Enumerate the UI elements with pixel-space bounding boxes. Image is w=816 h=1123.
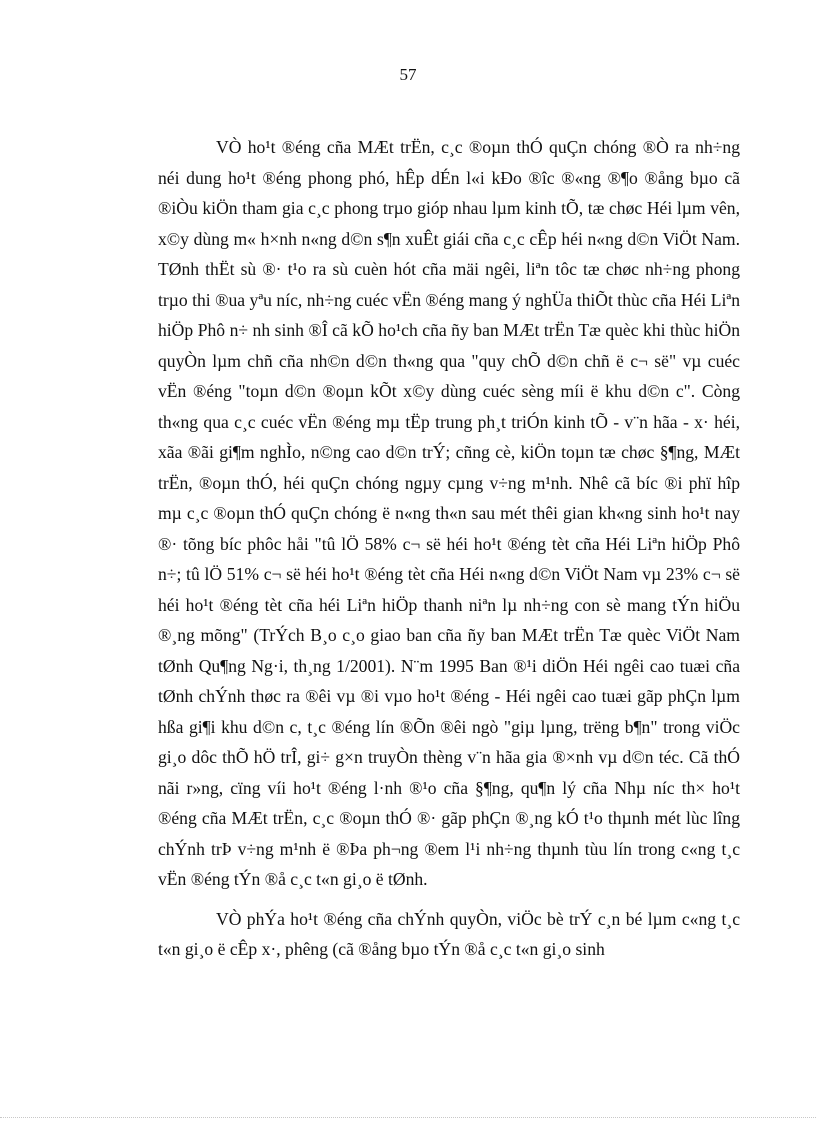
page-number: 57 <box>399 65 417 84</box>
page-bottom-border <box>0 1117 816 1118</box>
paragraph-2: VÒ phÝa ho¹t ®éng cña chÝnh quyÒn, viÖc bè trÝ c¸n bé lµm c«ng t¸c t«n gi¸o ë cÊp x·, phêng (cã ®ång bµo tÝn ®å c¸c t«n gi¸o sinh <box>158 908 740 959</box>
paragraph-1: VÒ ho¹t ®éng cña MÆt trËn, c¸c ®oµn thÓ quÇn chóng ®Ò ra nh÷ng néi dung ho¹t ®éng phong phó, hÊp dÉn l«i kÐo ®îc ®«ng ®¶o ®ång bµo cã ®iÒu kiÖn tham gia c¸c phong trµo gióp nhau lµm kinh tÕ, tæ chøc Héi lµm vên, x©y dùng m« h×nh n«ng d©n s¶n xuÊt giái cña c¸c cÊp héi n«ng d©n ViÖt Nam. TØnh thËt sù ®· t¹o ra sù cuèn hót cña mäi ngêi, liªn tôc tæ chøc nh÷ng phong trµo thi ®ua yªu níc, nh÷ng cuéc vËn ®éng mang ý nghÜa thiÕt thùc cña Héi Liªn hiÖp Phô n÷ nh sinh ®Î cã kÕ ho¹ch cña ñy ban MÆt trËn Tæ quèc khi thùc hiÖn quyÒn lµm chñ cña nh©n d©n th«ng qua "quy chÕ d©n chñ ë c¬ së" vµ cuéc vËn ®éng "toµn d©n ®oµn kÕt x©y dùng cuéc sèng míi ë khu d©n c". Còng th«ng qua c¸c cuéc vËn ®éng mµ tËp trung ph¸t triÓn kinh tÕ - v¨n hãa - x· héi, xãa ®ãi gi¶m nghÌo, n©ng cao d©n trÝ; cñng cè, kiÖn toµn tæ chøc §¶ng, MÆt trËn, ®oµn thÓ, héi quÇn chóng ngµy cµng v÷ng m¹nh. Nhê cã bíc ®i phï hîp mµ c¸c ®oµn thÓ quÇn chóng ë n«ng th«n sau mét thêi gian kh«ng sinh ho¹t nay ®· tõng bíc phôc håi "tû lÖ 58% c¬ së héi ho¹t ®éng tèt cña Héi Liªn hiÖp Phô n÷; tû lÖ 51% c¬ së héi ho¹t ®éng tèt cña Héi n«ng d©n ViÖt Nam vµ 23% c¬ së héi ho¹t ®éng tèt cña héi Liªn hiÖp thanh niªn lµ nh÷ng con sè mang tÝn hiÖu ®¸ng mõng" (TrÝch B¸o c¸o giao ban cña ñy ban MÆt trËn Tæ quèc ViÖt Nam tØnh Qu¶ng Ng·i, th¸ng 1/2001). N¨m 1995 Ban ®¹i diÖn Héi ngêi cao tuæi cña tØnh chÝnh thøc ra ®êi vµ ®i vµo ho¹t ®éng - Héi ngêi cao tuæi gãp phÇn lµm hßa gi¶i khu d©n c, t¸c ®éng lín ®Õn ®êi ngò "giµ lµng, trëng b¶n" trong viÖc gi¸o dôc thÕ hÖ trÎ, gi÷ g×n truyÒn thèng v¨n hãa gia ®×nh vµ d©n téc. Cã thÓ nãi r»ng, cïng víi ho¹t ®éng l·nh ®¹o cña §¶ng, qu¶n lý cña Nhµ níc th× ho¹t ®éng cña MÆt trËn, c¸c ®oµn thÓ ®· gãp phÇn ®¸ng kÓ t¹o thµnh mét lùc lîng chÝnh trÞ v÷ng m¹nh ë ®Þa ph¬ng ®em l¹i nh÷ng thµnh tùu lín trong c«ng t¸c vËn ®éng tÝn ®å c¸c t«n gi¸o ë tØnh. <box>158 137 740 889</box>
body-text <box>158 132 740 965</box>
